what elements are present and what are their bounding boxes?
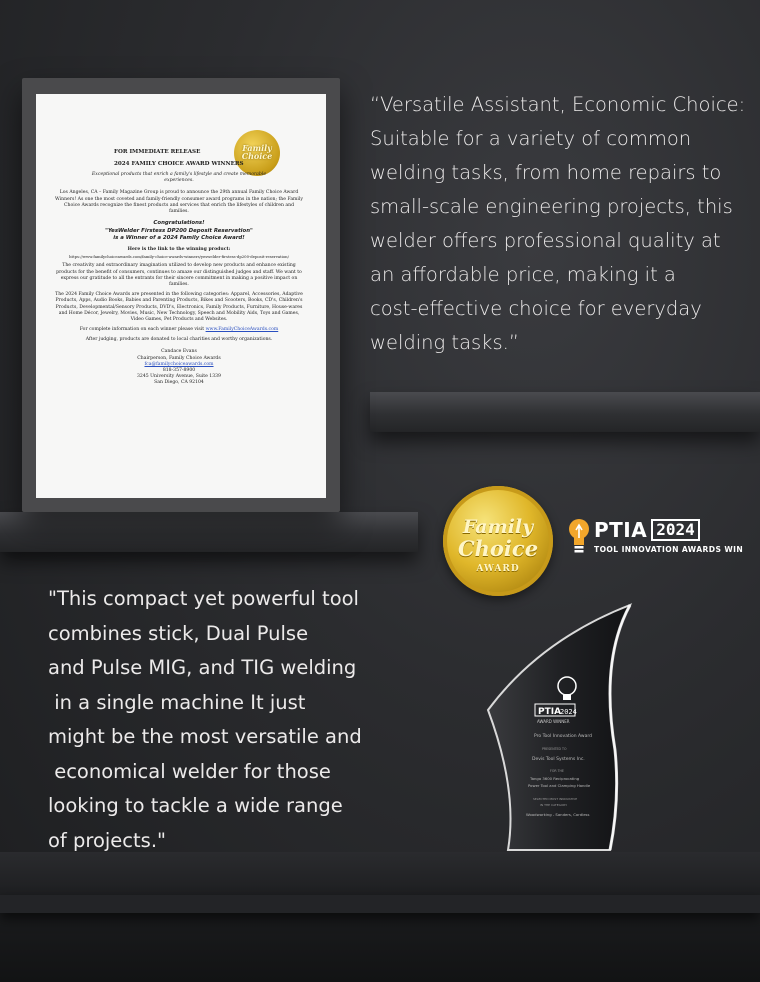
trophy-category: Woodworking - Sanders, Cordless	[526, 812, 590, 817]
trophy-badge-year: 2024	[560, 708, 577, 716]
signature-email[interactable]: fca@familychoiceawards.com	[144, 361, 214, 367]
certificate-intro: Los Angeles, CA – Family Magazine Group is proud to announce the 29th annual Family Choice Award Winners! As one the most coveted and family-friendly consumer award programs in the nation; the Family Choice Awards recognize the finest products and services that enrich the lifestyles of children and families.	[55, 190, 303, 215]
ptia-subtitle: TOOL INNOVATION AWARDS WIN	[594, 545, 744, 554]
signature-name: Candace Evans	[161, 349, 197, 355]
quote-left-line: economical welder for those	[48, 759, 331, 783]
signature-title: Chairperson, Family Choice Awards	[137, 355, 221, 361]
family-choice-award-seal-icon	[443, 486, 553, 596]
quote-left-line: combines stick, Dual Pulse	[48, 621, 309, 645]
quote-left	[48, 582, 388, 858]
certificate-website-link[interactable]: www.FamilyChoiceAwards.com	[205, 327, 279, 333]
left-shelf	[0, 512, 418, 552]
certificate-tagline: Exceptional products that enrich a family's lifestyle and create memorable experiences.	[91, 172, 267, 184]
certificate-heading-winners: 2024 FAMILY CHOICE AWARD WINNERS	[114, 160, 244, 167]
seal-line-award: AWARD	[476, 564, 520, 574]
trophy-badge-subtitle: AWARD WINNER	[537, 719, 570, 724]
certificate-para-5: After judging, products are donated to local charities and worthy organizations.	[85, 337, 273, 343]
quote-left-line: in a single machine It just	[48, 690, 306, 714]
quote-right-line: welding tasks.”	[370, 331, 519, 354]
certificate-congrats-2: "YesWelder Firstess DP200 Deposit Reservation"	[105, 227, 253, 234]
trophy-for: FOR THE	[550, 769, 564, 773]
trophy-selected-2: IN THE CATEGORY	[540, 803, 568, 807]
trophy-selected-1: SELECTED MOST INNOVATIVE	[533, 797, 578, 801]
certificate-paper	[36, 94, 326, 498]
trophy-product-2: Power Tool and Clamping Handle	[528, 783, 591, 788]
quote-right	[370, 88, 755, 360]
ptia-wordmark	[594, 518, 700, 542]
quote-right-line: “Versatile Assistant, Economic Choice:	[370, 93, 746, 116]
trophy-badge-word: PTIA	[538, 707, 562, 717]
certificate-congrats	[54, 220, 304, 242]
quote-right-line: welding tasks, from home repairs to	[370, 161, 722, 184]
quote-right-line: welder offers professional quality at	[370, 229, 721, 252]
certificate-seal-text: Family Choice	[241, 143, 273, 161]
certificate-signature	[54, 349, 304, 386]
quote-left-line: looking to tackle a wide range	[48, 794, 343, 817]
trophy-title: Pro Tool Innovation Award	[534, 734, 592, 739]
signature-phone: 818-357-8900	[162, 368, 196, 374]
trophy-product-1: Tango 3600 Reciprocating	[530, 776, 580, 781]
certificate-para-3: The 2024 Family Choice Awards are presented in the following categories: Apparel, Accessories, Adaptive Products, Apps, Audio Books, Babies and Parenting Products, Bikes and Scooters, Books, CD's, Children's Products, Developmental/Sensory Products, DVD's, Electronics, Family Products, Furniture, House-wares and Home Décor, Jewelry, Movies, Music, New Technology, Speech and Mobility Aids, Toys and Games, Video Games, Pet Products and Websites.	[55, 292, 303, 322]
seal-line-family: Family	[462, 516, 534, 538]
certificate-congrats-3: is a Winner of a 2024 Family Choice Award!	[113, 234, 245, 241]
lightbulb-icon	[568, 518, 590, 556]
certificate-link-url: https://www.familychoiceawards.com/family-choice-awards-winners/yeswelder-firstess-dp200-deposit-reservation/	[69, 254, 289, 260]
floor	[0, 852, 760, 982]
quote-left-line: and Pulse MIG, and TIG welding	[48, 656, 357, 679]
certificate-para-2: The creativity and extraordinary imagination utilized to develop new products and enhance existing products for the benefit of consumers, continues to amaze our distinguished judges and staff. We want to express our gratitude to all the entrants for their sincere commitment in making a positive impact on families.	[56, 263, 302, 287]
certificate-heading-release: FOR IMMEDIATE RELEASE	[114, 149, 201, 155]
floor-step	[0, 895, 760, 913]
certificate-frame	[22, 78, 340, 512]
quote-right-line: an affordable price, making it a	[370, 263, 676, 286]
ptia-logo	[568, 515, 744, 559]
certificate-para-4-prefix: For complete information on each winner please visit	[79, 327, 205, 333]
ptia-trophy	[480, 600, 640, 862]
quote-right-line: Suitable for a variety of common	[370, 127, 692, 150]
quote-left-line: "This compact yet powerful tool	[48, 587, 359, 610]
quote-left-line: might be the most versatile and	[48, 725, 362, 748]
ptia-year: 2024	[651, 519, 700, 541]
seal-line-choice: Choice	[457, 536, 539, 561]
ptia-word: PTIA	[594, 518, 648, 542]
quote-right-line: cost-effective choice for everyday	[370, 297, 702, 320]
certificate-text	[54, 149, 304, 387]
certificate-link-label: Here is the link to the winning product:	[127, 247, 231, 253]
right-shelf	[370, 392, 760, 432]
trophy-presented: PRESENTED TO	[542, 747, 567, 751]
signature-address-1: 3245 University Avenue, Suite 1339	[137, 374, 221, 380]
trophy-company: Devis Tool Systems Inc.	[532, 757, 585, 762]
quote-left-line: of projects."	[48, 828, 166, 852]
quote-right-line: small-scale engineering projects, this	[370, 195, 733, 218]
certificate-congrats-1: Congratulations!	[153, 220, 205, 227]
signature-address-2: San Diego, CA 92104	[154, 380, 204, 386]
certificate-para-4	[54, 327, 304, 333]
